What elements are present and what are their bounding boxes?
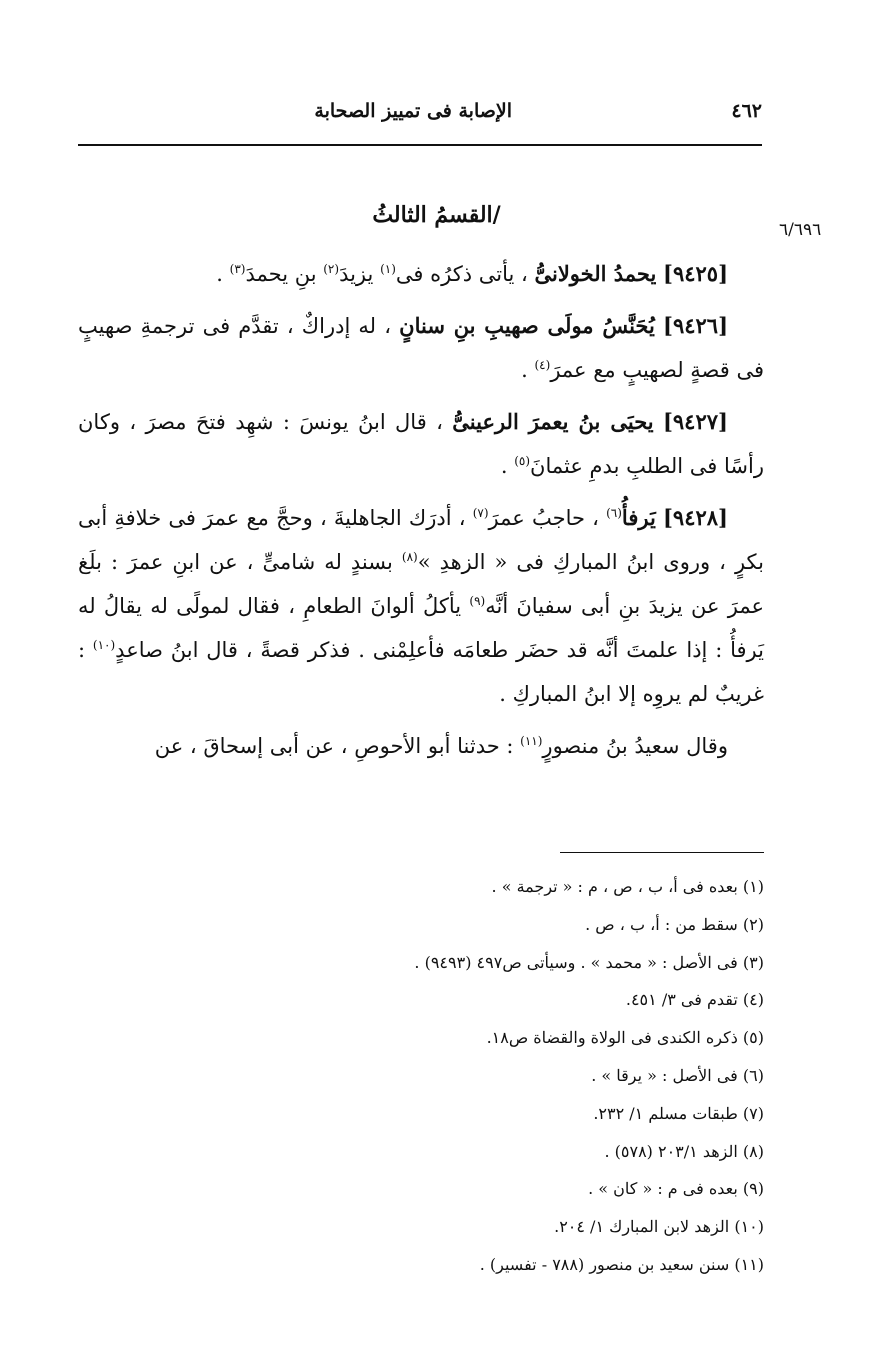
entry-name: يحمدُ الخولانىُّ — [534, 261, 657, 286]
footnote: (٦) فى الأصل : « يرقا » . — [591, 1065, 764, 1085]
entry-text: يزيدَ — [339, 262, 374, 286]
footnote-ref: (١) — [380, 262, 396, 276]
continuing-paragraph — [78, 724, 764, 768]
section-heading: /القسمُ الثالثُ — [372, 202, 501, 228]
footnote: (٧) طبقات مسلم ١/ ٢٣٢. — [593, 1103, 764, 1123]
footnote-ref: (٦) — [606, 506, 622, 520]
entry-name: يُحَنَّسُ مولَى صهيبِ بنِ سنانٍ — [399, 313, 655, 338]
entry-text: . — [216, 262, 223, 286]
footnote: (١) بعده فى أ، ب ، ص ، م : « ترجمة » . — [491, 877, 764, 896]
running-title: الإصابة فى تمييز الصحابة — [314, 100, 512, 122]
entry-text: بسندٍ له شامىٍّ ، عن ابنِ عمرَ : بلَغ عمرَ عن يزيدَ بنِ أبى سفيانَ أنَّه — [78, 550, 765, 618]
main-text — [78, 252, 764, 776]
footnote: (٨) الزهد ٢٠٣/١ (٥٧٨) . — [604, 1141, 764, 1161]
footnote: (١٠) الزهد لابن المبارك ١/ ٢٠٤. — [554, 1217, 764, 1237]
entry-9426 — [78, 304, 764, 392]
footnote-ref: (٥) — [514, 454, 531, 468]
footnote-ref: (٤) — [534, 358, 551, 372]
footnote-ref: (٣) — [229, 262, 246, 276]
footnote: (٤) تقدم فى ٣/ ٤٥١. — [625, 990, 764, 1010]
entry-number: [٩٤٢٧] — [662, 409, 728, 434]
footnote: (٣) فى الأصل : « محمد » . وسيأتى ص٤٩٧ (٩٤٩٣) . — [414, 952, 764, 972]
footnote-ref: (١٠) — [92, 638, 116, 652]
footnote-rule — [560, 852, 764, 853]
entry-text: ، حاجبُ عمرَ — [488, 506, 599, 530]
entry-text: : حدثنا أبو الأحوصِ ، عن أبى إسحاقَ ، عن — [154, 734, 514, 758]
footnote: (٢) سقط من : أ، ب ، ص . — [585, 914, 764, 934]
entry-name: يحيَى بنُ يعمرَ الرعينىُّ — [452, 409, 654, 434]
entry-text: . — [521, 358, 528, 382]
entry-9428 — [78, 496, 764, 716]
entry-number: [٩٤٢٦] — [663, 313, 728, 338]
entry-text: ، يأتى ذكرُه فى — [395, 262, 528, 286]
entry-text: يأكلُ ألوانَ الطعامِ ، فقال لمولًى له يقالُ له يَرفأُ : إذا علمتَ أنَّه قد حضَر طعامَه فأعلِمْنى . فذكر قصةً ، قال ابنُ صاعدٍ — [78, 594, 764, 662]
margin-reference: ٦/٦٩٦ — [779, 220, 822, 240]
entry-text: : غريبٌ لم يروِه إلا ابنُ المباركِ . — [78, 638, 764, 706]
entry-9427 — [78, 400, 764, 488]
entry-number: [٩٤٢٥] — [663, 261, 728, 286]
page-number: ٤٦٢ — [731, 100, 762, 122]
footnote: (٥) ذكره الكندى فى الولاة والقضاة ص١٨. — [486, 1028, 764, 1048]
entry-text: ، قال ابنُ يونسَ : شهِد فتحَ مصرَ ، وكان رأسًا فى الطلبِ بدمِ عثمانَ — [78, 410, 764, 478]
entry-9425 — [78, 252, 764, 296]
footnote: (٩) بعده فى م : « كان » . — [588, 1179, 764, 1199]
footnote-ref: (٨) — [401, 550, 418, 564]
entry-text: ، أدرَك الجاهليةَ ، وحجَّ مع عمرَ فى خلافةِ أبى بكرٍ ، وروى ابنُ المباركِ فى « الزهدِ » — [78, 506, 764, 574]
footnote: (١١) سنن سعيد بن منصور (٧٨٨ - تفسير) . — [479, 1254, 764, 1274]
footnote-ref: (٩) — [469, 594, 486, 608]
entry-number: [٩٤٢٨] — [662, 505, 728, 530]
entry-text: بنِ يحمدَ — [245, 262, 317, 286]
footnote-ref: (١١) — [520, 734, 543, 748]
entry-name: يَرفأُ — [621, 505, 656, 530]
footnotes — [78, 868, 764, 1284]
header-rule — [78, 144, 762, 146]
page-header — [78, 100, 762, 128]
entry-text: . — [500, 454, 508, 478]
footnote-ref: (٢) — [323, 262, 340, 276]
footnote-ref: (٧) — [472, 506, 489, 520]
entry-text: ، له إدراكٌ ، تقدَّم فى ترجمةِ صهيبٍ فى قصةٍ لصهيبٍ مع عمرَ — [78, 314, 764, 382]
entry-text: وقال سعيدُ بنُ منصورٍ — [542, 734, 728, 758]
